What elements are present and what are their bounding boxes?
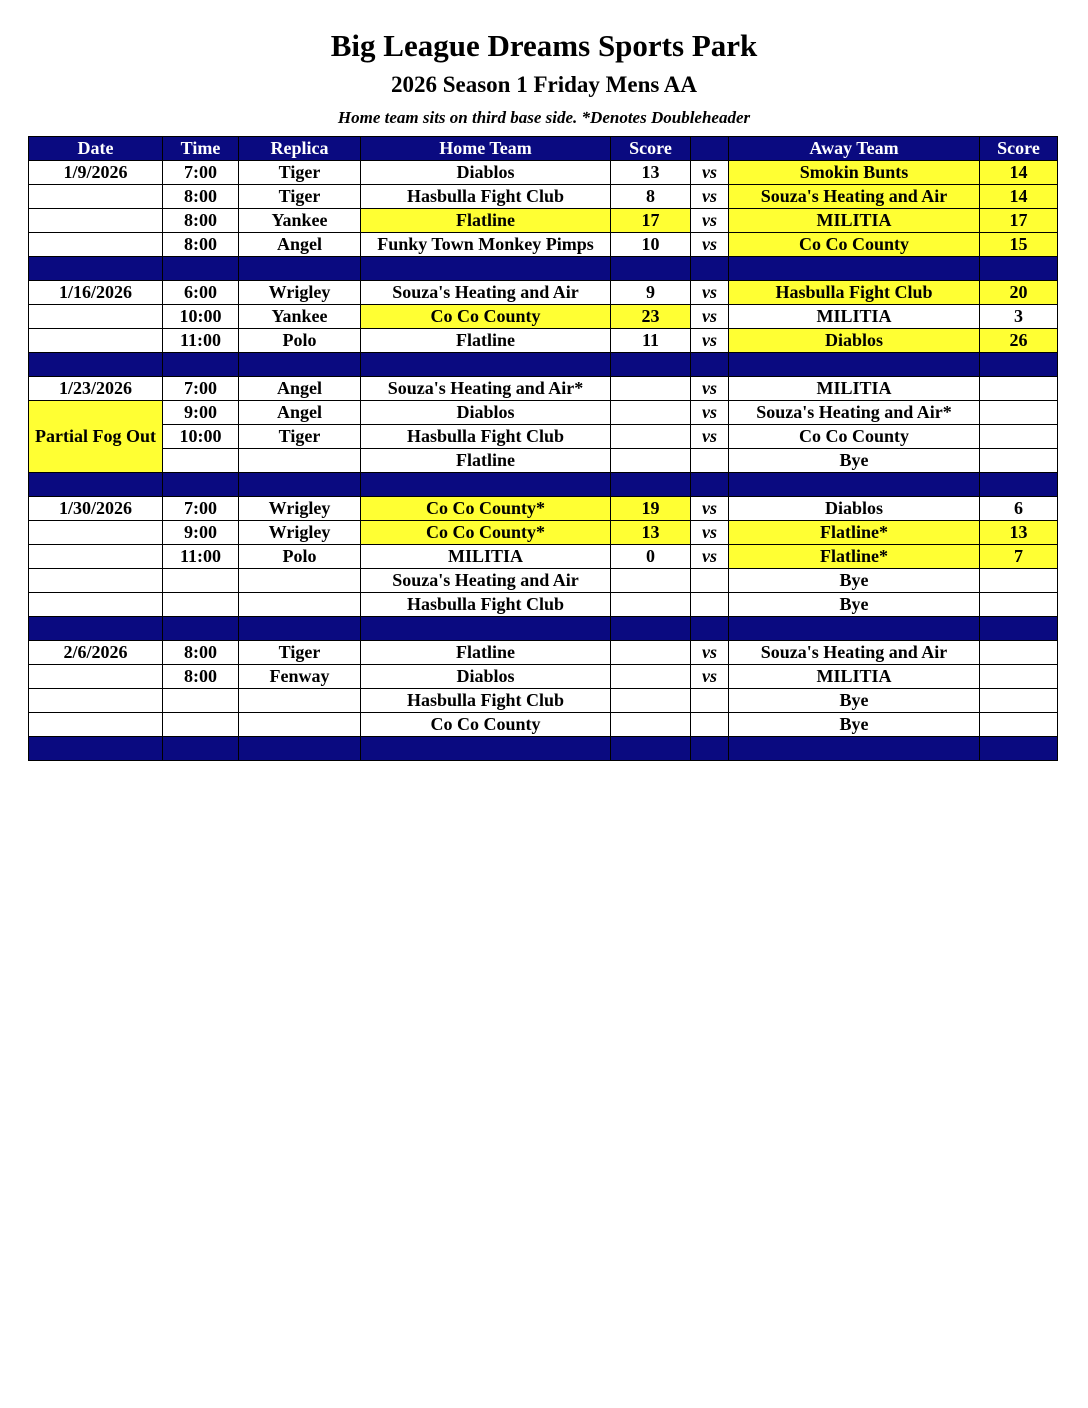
time-cell — [163, 449, 239, 473]
table-row — [29, 209, 1058, 233]
replica-cell: Angel — [239, 233, 361, 257]
time-cell: 8:00 — [163, 185, 239, 209]
separator-cell — [611, 617, 691, 641]
schedule-body — [29, 161, 1058, 761]
date-cell — [29, 305, 163, 329]
away-team-cell: Co Co County — [729, 425, 980, 449]
replica-cell: Angel — [239, 377, 361, 401]
separator-cell — [361, 353, 611, 377]
away-score-cell — [980, 449, 1058, 473]
replica-cell: Wrigley — [239, 521, 361, 545]
page-title: Big League Dreams Sports Park — [330, 28, 758, 63]
home-team-cell: Co Co County — [361, 305, 611, 329]
away-score-cell: 17 — [980, 209, 1058, 233]
table-row — [29, 641, 1058, 665]
date-cell — [29, 209, 163, 233]
date-cell — [29, 233, 163, 257]
time-cell: 7:00 — [163, 161, 239, 185]
table-row — [29, 425, 1058, 449]
separator-cell — [611, 737, 691, 761]
time-cell: 8:00 — [163, 233, 239, 257]
home-score-cell: 9 — [611, 281, 691, 305]
away-team-cell: MILITIA — [729, 209, 980, 233]
separator-cell — [980, 737, 1058, 761]
replica-cell: Yankee — [239, 305, 361, 329]
table-row — [29, 449, 1058, 473]
replica-cell: Tiger — [239, 425, 361, 449]
home-team-cell: Hasbulla Fight Club — [361, 593, 611, 617]
time-cell — [163, 689, 239, 713]
separator-cell — [163, 353, 239, 377]
separator-cell — [361, 257, 611, 281]
away-score-cell — [980, 593, 1058, 617]
table-row — [29, 161, 1058, 185]
separator-cell — [729, 257, 980, 281]
separator-cell — [239, 257, 361, 281]
separator-cell — [691, 353, 729, 377]
replica-cell: Tiger — [239, 641, 361, 665]
home-team-cell: Flatline — [361, 209, 611, 233]
separator-cell — [163, 257, 239, 281]
away-score-cell: 7 — [980, 545, 1058, 569]
home-team-cell: Flatline — [361, 329, 611, 353]
away-score-cell: 3 — [980, 305, 1058, 329]
away-team-cell: Diablos — [729, 329, 980, 353]
date-cell — [29, 521, 163, 545]
page-note: Home team sits on third base side. *Denotes Doubleheader — [337, 108, 751, 127]
away-score-cell — [980, 713, 1058, 737]
separator-cell — [691, 473, 729, 497]
replica-cell: Tiger — [239, 161, 361, 185]
table-row — [29, 281, 1058, 305]
date-cell: 1/16/2026 — [29, 281, 163, 305]
time-cell: 10:00 — [163, 425, 239, 449]
separator-cell — [361, 617, 611, 641]
separator-row — [29, 353, 1058, 377]
separator-cell — [239, 473, 361, 497]
table-row — [29, 593, 1058, 617]
separator-cell — [29, 617, 163, 641]
separator-cell — [729, 737, 980, 761]
table-row — [29, 497, 1058, 521]
time-cell: 8:00 — [163, 641, 239, 665]
vs-cell: vs — [691, 401, 729, 425]
col-header-home-team: Home Team — [361, 137, 611, 161]
table-row — [29, 401, 1058, 425]
away-team-cell: MILITIA — [729, 377, 980, 401]
replica-cell: Polo — [239, 545, 361, 569]
separator-cell — [163, 473, 239, 497]
away-score-cell — [980, 641, 1058, 665]
home-team-cell: Flatline — [361, 641, 611, 665]
away-score-cell: 14 — [980, 161, 1058, 185]
vs-cell: vs — [691, 425, 729, 449]
home-team-cell: Souza's Heating and Air — [361, 569, 611, 593]
table-row — [29, 377, 1058, 401]
replica-cell: Wrigley — [239, 281, 361, 305]
away-team-cell: MILITIA — [729, 665, 980, 689]
separator-cell — [611, 257, 691, 281]
away-team-cell: Bye — [729, 689, 980, 713]
vs-cell — [691, 689, 729, 713]
away-score-cell — [980, 401, 1058, 425]
away-score-cell — [980, 689, 1058, 713]
separator-cell — [980, 473, 1058, 497]
vs-cell: vs — [691, 641, 729, 665]
separator-row — [29, 617, 1058, 641]
home-score-cell: 10 — [611, 233, 691, 257]
date-cell — [29, 185, 163, 209]
separator-cell — [163, 617, 239, 641]
away-team-cell: Souza's Heating and Air* — [729, 401, 980, 425]
col-header-home-score: Score — [611, 137, 691, 161]
home-score-cell — [611, 425, 691, 449]
replica-cell: Yankee — [239, 209, 361, 233]
time-cell: 11:00 — [163, 545, 239, 569]
home-team-cell: Co Co County — [361, 713, 611, 737]
table-row — [29, 329, 1058, 353]
home-team-cell: Flatline — [361, 449, 611, 473]
col-header-time: Time — [163, 137, 239, 161]
separator-cell — [361, 473, 611, 497]
away-score-cell: 13 — [980, 521, 1058, 545]
separator-cell — [611, 473, 691, 497]
vs-cell — [691, 593, 729, 617]
table-row — [29, 689, 1058, 713]
table-row — [29, 305, 1058, 329]
away-score-cell — [980, 665, 1058, 689]
separator-cell — [691, 257, 729, 281]
separator-cell — [611, 353, 691, 377]
vs-cell: vs — [691, 665, 729, 689]
home-team-cell: Hasbulla Fight Club — [361, 185, 611, 209]
date-cell: 1/9/2026 — [29, 161, 163, 185]
home-team-cell: Co Co County* — [361, 521, 611, 545]
home-score-cell — [611, 713, 691, 737]
home-score-cell — [611, 449, 691, 473]
away-team-cell: Hasbulla Fight Club — [729, 281, 980, 305]
separator-cell — [980, 617, 1058, 641]
vs-cell: vs — [691, 305, 729, 329]
header-row — [29, 137, 1058, 161]
away-score-cell — [980, 377, 1058, 401]
away-score-cell — [980, 425, 1058, 449]
table-row — [29, 665, 1058, 689]
separator-cell — [29, 473, 163, 497]
time-cell: 7:00 — [163, 497, 239, 521]
home-score-cell — [611, 593, 691, 617]
col-header-away-score: Score — [980, 137, 1058, 161]
col-header-replica: Replica — [239, 137, 361, 161]
time-cell: 6:00 — [163, 281, 239, 305]
vs-cell: vs — [691, 233, 729, 257]
table-row — [29, 233, 1058, 257]
time-cell: 8:00 — [163, 209, 239, 233]
date-cell — [29, 545, 163, 569]
separator-cell — [980, 257, 1058, 281]
date-cell: Partial Fog Out — [29, 401, 163, 473]
home-score-cell: 13 — [611, 521, 691, 545]
time-cell — [163, 569, 239, 593]
home-team-cell: Hasbulla Fight Club — [361, 425, 611, 449]
away-team-cell: Souza's Heating and Air — [729, 641, 980, 665]
away-team-cell: Bye — [729, 593, 980, 617]
separator-cell — [239, 737, 361, 761]
replica-cell: Tiger — [239, 185, 361, 209]
away-team-cell: Souza's Heating and Air — [729, 185, 980, 209]
replica-cell: Fenway — [239, 665, 361, 689]
col-header-vs — [691, 137, 729, 161]
away-score-cell: 26 — [980, 329, 1058, 353]
replica-cell: Angel — [239, 401, 361, 425]
separator-cell — [29, 737, 163, 761]
vs-cell: vs — [691, 161, 729, 185]
separator-row — [29, 257, 1058, 281]
table-row — [29, 545, 1058, 569]
table-row — [29, 185, 1058, 209]
date-cell — [29, 569, 163, 593]
time-cell — [163, 593, 239, 617]
table-row — [29, 569, 1058, 593]
time-cell: 11:00 — [163, 329, 239, 353]
separator-row — [29, 737, 1058, 761]
separator-cell — [163, 737, 239, 761]
date-cell: 2/6/2026 — [29, 641, 163, 665]
separator-cell — [29, 353, 163, 377]
page-subtitle: 2026 Season 1 Friday Mens AA — [390, 72, 698, 97]
home-score-cell: 23 — [611, 305, 691, 329]
home-score-cell — [611, 641, 691, 665]
separator-cell — [361, 737, 611, 761]
vs-cell: vs — [691, 377, 729, 401]
date-cell — [29, 329, 163, 353]
separator-cell — [239, 617, 361, 641]
home-team-cell: Hasbulla Fight Club — [361, 689, 611, 713]
home-team-cell: MILITIA — [361, 545, 611, 569]
replica-cell: Wrigley — [239, 497, 361, 521]
table-row — [29, 713, 1058, 737]
vs-cell: vs — [691, 281, 729, 305]
home-score-cell: 8 — [611, 185, 691, 209]
table-row — [29, 521, 1058, 545]
time-cell: 10:00 — [163, 305, 239, 329]
home-team-cell: Funky Town Monkey Pimps — [361, 233, 611, 257]
home-team-cell: Diablos — [361, 665, 611, 689]
separator-row — [29, 473, 1058, 497]
date-cell: 1/23/2026 — [29, 377, 163, 401]
vs-cell: vs — [691, 209, 729, 233]
away-team-cell: Flatline* — [729, 521, 980, 545]
home-team-cell: Diablos — [361, 161, 611, 185]
away-score-cell: 6 — [980, 497, 1058, 521]
separator-cell — [239, 353, 361, 377]
replica-cell — [239, 713, 361, 737]
date-cell: 1/30/2026 — [29, 497, 163, 521]
time-cell: 8:00 — [163, 665, 239, 689]
separator-cell — [729, 473, 980, 497]
col-header-away-team: Away Team — [729, 137, 980, 161]
vs-cell: vs — [691, 329, 729, 353]
date-cell — [29, 593, 163, 617]
away-team-cell: Bye — [729, 449, 980, 473]
date-cell — [29, 689, 163, 713]
replica-cell — [239, 593, 361, 617]
home-score-cell: 0 — [611, 545, 691, 569]
away-team-cell: Diablos — [729, 497, 980, 521]
date-cell — [29, 665, 163, 689]
separator-cell — [29, 257, 163, 281]
separator-cell — [729, 617, 980, 641]
home-score-cell — [611, 401, 691, 425]
home-score-cell — [611, 689, 691, 713]
vs-cell: vs — [691, 521, 729, 545]
time-cell: 9:00 — [163, 521, 239, 545]
col-header-date: Date — [29, 137, 163, 161]
away-score-cell: 20 — [980, 281, 1058, 305]
home-score-cell: 11 — [611, 329, 691, 353]
vs-cell — [691, 449, 729, 473]
home-score-cell — [611, 569, 691, 593]
home-team-cell: Souza's Heating and Air — [361, 281, 611, 305]
replica-cell — [239, 569, 361, 593]
vs-cell: vs — [691, 545, 729, 569]
home-team-cell: Diablos — [361, 401, 611, 425]
vs-cell — [691, 569, 729, 593]
vs-cell — [691, 713, 729, 737]
separator-cell — [729, 353, 980, 377]
away-team-cell: Flatline* — [729, 545, 980, 569]
away-team-cell: Co Co County — [729, 233, 980, 257]
replica-cell — [239, 449, 361, 473]
away-team-cell: MILITIA — [729, 305, 980, 329]
away-score-cell — [980, 569, 1058, 593]
home-team-cell: Souza's Heating and Air* — [361, 377, 611, 401]
away-team-cell: Smokin Bunts — [729, 161, 980, 185]
home-score-cell: 19 — [611, 497, 691, 521]
away-team-cell: Bye — [729, 713, 980, 737]
time-cell — [163, 713, 239, 737]
time-cell: 9:00 — [163, 401, 239, 425]
separator-cell — [691, 617, 729, 641]
replica-cell — [239, 689, 361, 713]
date-cell — [29, 713, 163, 737]
away-team-cell: Bye — [729, 569, 980, 593]
vs-cell: vs — [691, 185, 729, 209]
home-team-cell: Co Co County* — [361, 497, 611, 521]
away-score-cell: 15 — [980, 233, 1058, 257]
home-score-cell — [611, 665, 691, 689]
home-score-cell: 17 — [611, 209, 691, 233]
replica-cell: Polo — [239, 329, 361, 353]
separator-cell — [691, 737, 729, 761]
separator-cell — [980, 353, 1058, 377]
time-cell: 7:00 — [163, 377, 239, 401]
home-score-cell: 13 — [611, 161, 691, 185]
home-score-cell — [611, 377, 691, 401]
away-score-cell: 14 — [980, 185, 1058, 209]
schedule-table — [28, 136, 1058, 761]
vs-cell: vs — [691, 497, 729, 521]
